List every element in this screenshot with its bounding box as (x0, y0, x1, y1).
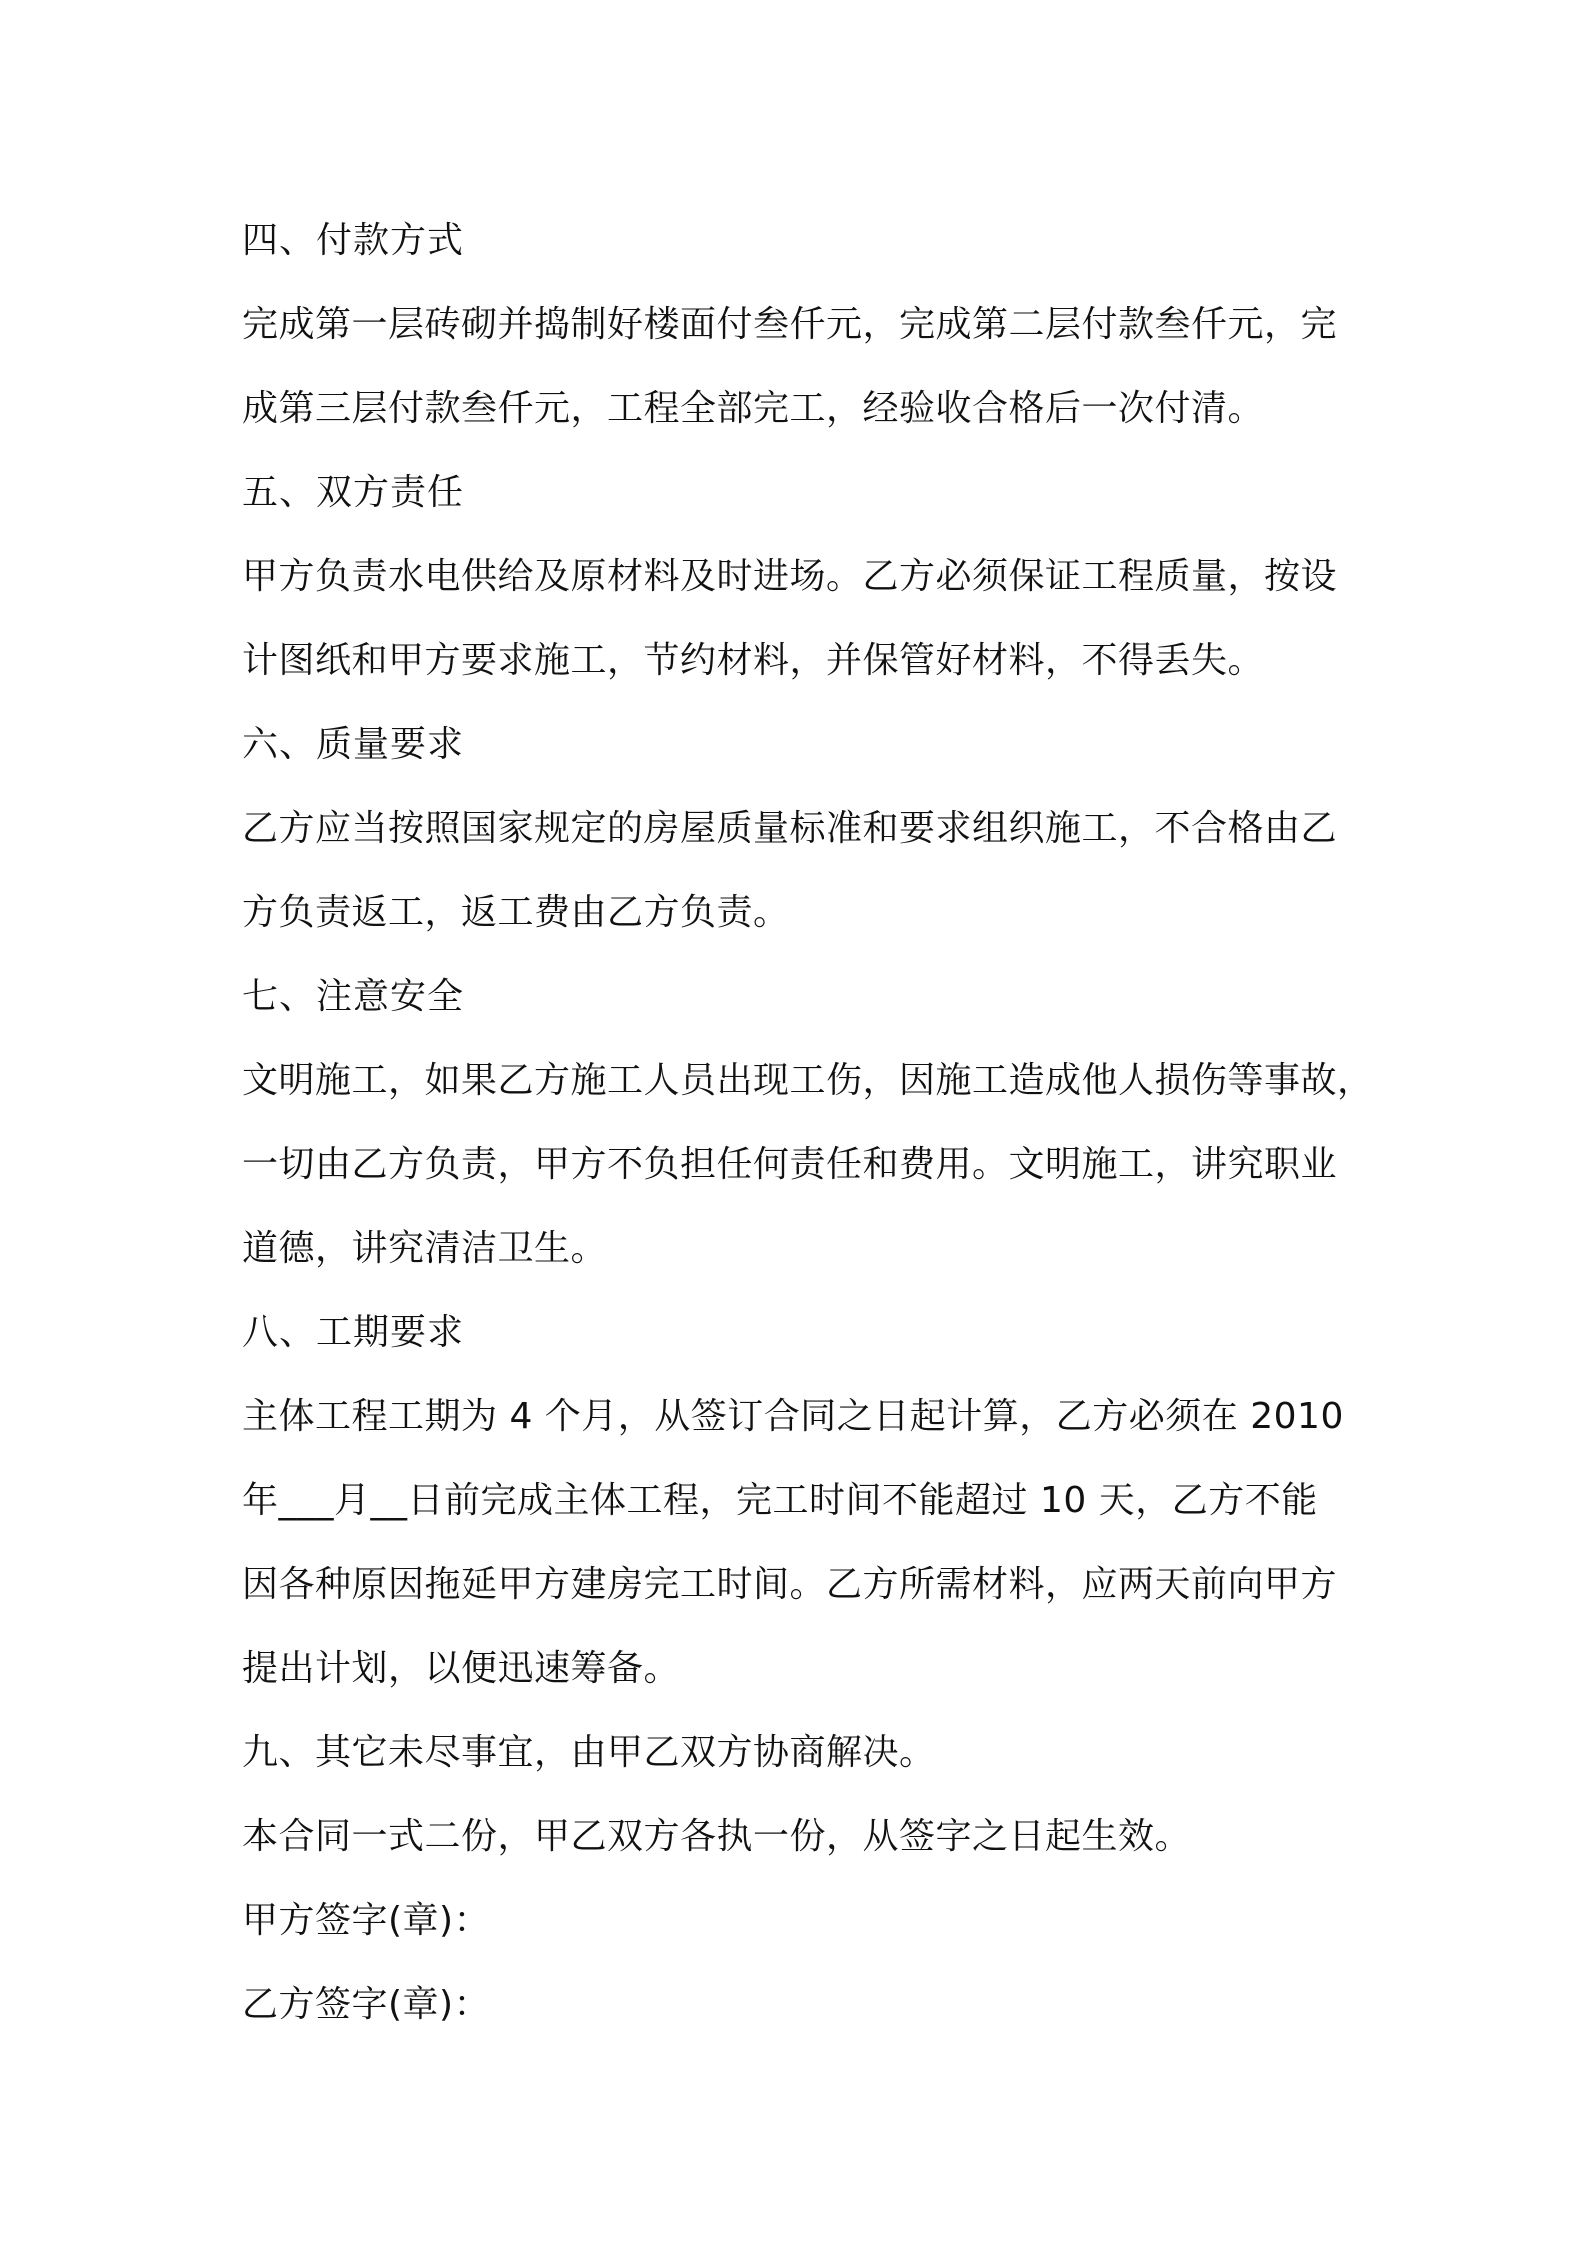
paragraph-line: 因各种原因拖延甲方建房完工时间。乙方所需材料，应两天前向甲方 (242, 1564, 1338, 1605)
paragraph-line: 提出计划，以便迅速筹备。 (242, 1648, 681, 1689)
section-heading-responsibilities: 五、双方责任 (242, 472, 465, 513)
clause-other-matters: 九、其它未尽事宜，由甲乙双方协商解决。 (242, 1732, 936, 1773)
paragraph-line: 主体工程工期为 4 个月，从签订合同之日起计算，乙方必须在 2010 (242, 1396, 1344, 1437)
paragraph-line: 一切由乙方负责，甲方不负担任何责任和费用。文明施工，讲究职业 (242, 1144, 1338, 1185)
section-heading-quality: 六、质量要求 (242, 724, 465, 765)
paragraph-line: 方负责返工，返工费由乙方负责。 (242, 892, 790, 933)
section-heading-payment: 四、付款方式 (242, 220, 465, 261)
party-a-signature-label: 甲方签字(章)： (242, 1900, 491, 1941)
contract-body (242, 199, 1374, 2047)
paragraph-line: 年___月__日前完成主体工程，完工时间不能超过 10 天，乙方不能 (242, 1480, 1318, 1521)
paragraph-line: 乙方应当按照国家规定的房屋质量标准和要求组织施工，不合格由乙 (242, 808, 1338, 849)
paragraph-line: 成第三层付款叁仟元，工程全部完工，经验收合格后一次付清。 (242, 388, 1265, 429)
paragraph-line: 计图纸和甲方要求施工，节约材料，并保管好材料，不得丢失。 (242, 640, 1265, 681)
party-b-signature-label: 乙方签字(章)： (242, 1984, 491, 2025)
paragraph-line: 完成第一层砖砌并捣制好楼面付叁仟元，完成第二层付款叁仟元，完 (242, 304, 1338, 345)
section-heading-schedule: 八、工期要求 (242, 1312, 465, 1353)
paragraph-line: 甲方负责水电供给及原材料及时进场。乙方必须保证工程质量，按设 (242, 556, 1338, 597)
paragraph-line: 道德，讲究清洁卫生。 (242, 1228, 608, 1269)
section-heading-safety: 七、注意安全 (242, 976, 465, 1017)
clause-copies-effective: 本合同一式二份，甲乙双方各执一份，从签字之日起生效。 (242, 1816, 1192, 1857)
paragraph-line: 文明施工，如果乙方施工人员出现工伤，因施工造成他人损伤等事故， (242, 1060, 1374, 1101)
